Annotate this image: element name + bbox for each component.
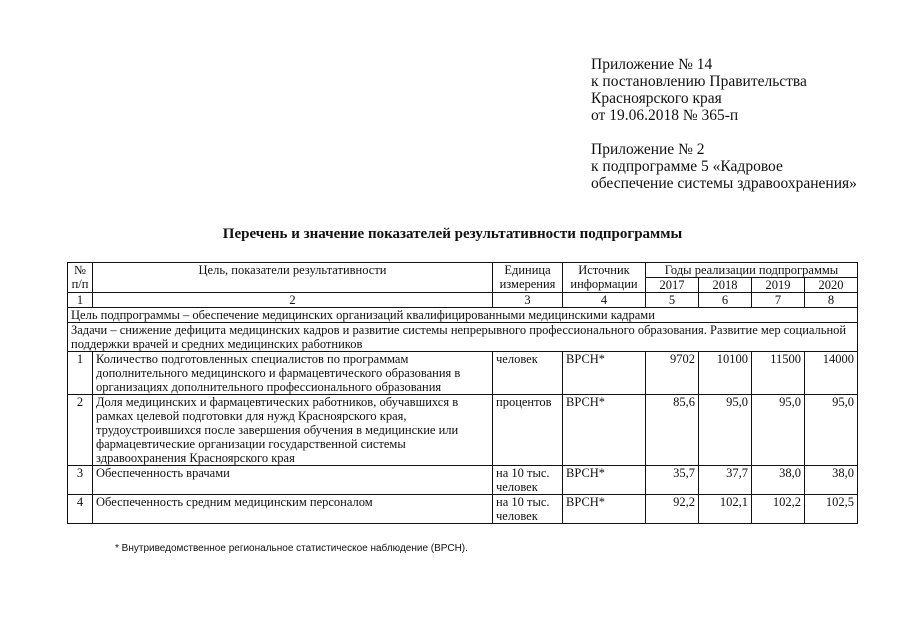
row-value: 35,7 [646, 466, 699, 495]
row-num: 3 [68, 466, 93, 495]
column-number: 1 [68, 293, 93, 308]
row-name: Доля медицинских и фармацевтических работников, обучавшихся в рамках целевой подготовки для нужд Красноярского края, трудоустроившихся после завершения обучения в медицинские или фармацевтические организации государственной системы здравоохранения Красноярского края [93, 395, 493, 466]
row-source: ВРСН* [563, 395, 646, 466]
row-value: 9702 [646, 352, 699, 395]
header-line: от 19.06.2018 № 365-п [591, 107, 739, 124]
row-value: 38,0 [752, 466, 805, 495]
header-year: 2018 [699, 278, 752, 293]
row-value: 11500 [752, 352, 805, 395]
row-value: 95,0 [699, 395, 752, 466]
row-unit: на 10 тыс. человек [493, 466, 563, 495]
row-source: ВРСН* [563, 352, 646, 395]
row-value: 10100 [699, 352, 752, 395]
table-header-row [68, 263, 858, 278]
document-title: Перечень и значение показателей результативности подпрограммы [222, 226, 683, 242]
appendix-header [591, 56, 857, 192]
column-number: 7 [752, 293, 805, 308]
table-row [68, 395, 858, 466]
column-number: 4 [563, 293, 646, 308]
tasks-text: Задачи – снижение дефицита медицинских кадров и развитие системы непрерывного профессионального образования. Развитие мер социальной поддержки врачей и средних медицинских работников [68, 323, 858, 352]
header-source-line1: Источник [578, 263, 630, 277]
column-numbers-row [68, 293, 858, 308]
table-row [68, 466, 858, 495]
row-num: 2 [68, 395, 93, 466]
row-value: 92,2 [646, 495, 699, 524]
table-row [68, 352, 858, 395]
column-number: 8 [805, 293, 858, 308]
column-number: 3 [493, 293, 563, 308]
row-value: 38,0 [805, 466, 858, 495]
row-name: Обеспеченность средним медицинским персоналом [93, 495, 493, 524]
header-line: обеспечение системы здравоохранения» [591, 175, 857, 192]
column-number: 2 [93, 293, 493, 308]
header-year: 2019 [752, 278, 805, 293]
header-num-line1: № [74, 263, 86, 277]
row-value: 102,5 [805, 495, 858, 524]
row-unit: процентов [493, 395, 563, 466]
header-line: к подпрограмме 5 «Кадровое [591, 158, 783, 175]
table-row [68, 495, 858, 524]
header-years-title: Годы реализации подпрограммы [646, 263, 858, 278]
row-value: 14000 [805, 352, 858, 395]
row-unit: на 10 тыс. человек [493, 495, 563, 524]
column-number: 6 [699, 293, 752, 308]
header-unit-cell [493, 263, 563, 293]
row-num: 1 [68, 352, 93, 395]
row-source: ВРСН* [563, 466, 646, 495]
row-value: 102,2 [752, 495, 805, 524]
row-value: 95,0 [805, 395, 858, 466]
row-value: 102,1 [699, 495, 752, 524]
row-name: Обеспеченность врачами [93, 466, 493, 495]
row-source: ВРСН* [563, 495, 646, 524]
column-number: 5 [646, 293, 699, 308]
row-num: 4 [68, 495, 93, 524]
header-line: Красноярского края [591, 90, 722, 107]
header-unit-line1: Единица [504, 263, 551, 277]
header-line: к постановлению Правительства [591, 73, 807, 90]
goal-row [68, 308, 858, 323]
header-year: 2017 [646, 278, 699, 293]
goal-text: Цель подпрограммы – обеспечение медицинских организаций квалифицированными медицинскими кадрами [68, 308, 858, 323]
row-value: 85,6 [646, 395, 699, 466]
header-goal-cell: Цель, показатели результативности [93, 263, 493, 293]
header-source-cell [563, 263, 646, 293]
row-value: 37,7 [699, 466, 752, 495]
header-unit-line2: измерения [499, 277, 556, 291]
header-year: 2020 [805, 278, 858, 293]
row-unit: человек [493, 352, 563, 395]
header-num-line2: п/п [71, 277, 89, 291]
header-source-line2: информации [570, 277, 638, 291]
header-num-cell [68, 263, 93, 293]
header-line: Приложение № 14 [591, 56, 713, 73]
footnote: * Внутриведомственное региональное статистическое наблюдение (ВРСН). [115, 543, 468, 554]
header-line: Приложение № 2 [591, 141, 705, 158]
tasks-row [68, 323, 858, 352]
row-value: 95,0 [752, 395, 805, 466]
row-name: Количество подготовленных специалистов по программам дополнительного медицинского и фармацевтического образования в организациях дополнительного профессионального образования [93, 352, 493, 395]
indicators-table [67, 262, 858, 524]
